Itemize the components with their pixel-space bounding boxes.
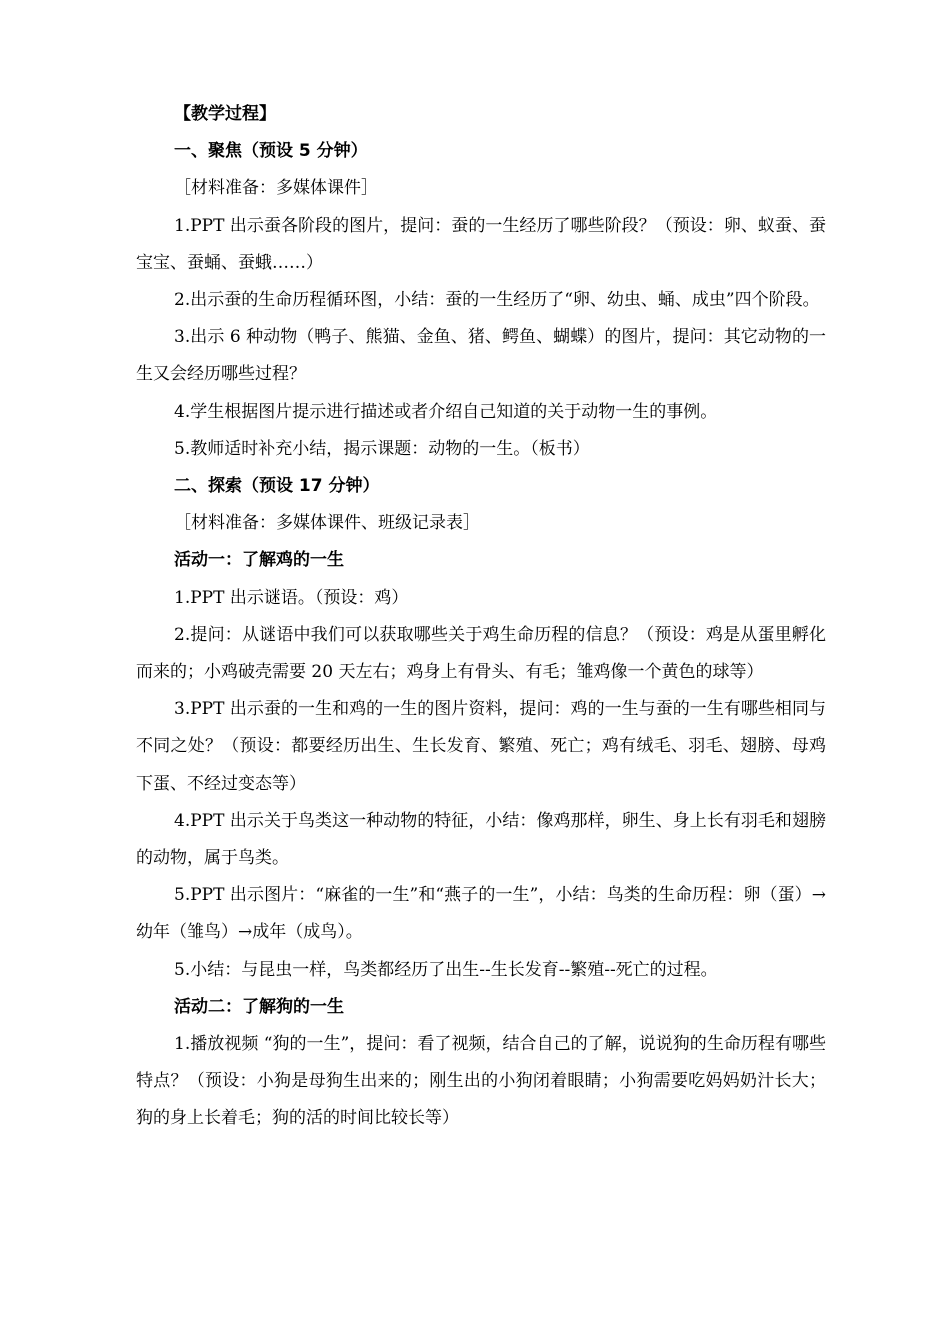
part1-item-3: 3.出示 6 种动物（鸭子、熊猫、金鱼、猪、鳄鱼、蝴蝶）的图片，提问：其它动物的一生又会经历哪些过程？ xyxy=(136,327,826,385)
part1-item-1: 1.PPT 出示蚕各阶段的图片，提问：蚕的一生经历了哪些阶段？（预设：卵、蚁蚕、蚕宝宝、蚕蛹、蚕蛾……） xyxy=(136,215,826,273)
activity1-item-4: 4.PPT 出示关于鸟类这一种动物的特征，小结：像鸡那样，卵生、身上长有羽毛和翅膀的动物，属于鸟类。 xyxy=(136,810,826,869)
activity1-item-6: 5.小结：与昆虫一样，鸟类都经历了出生--生长发育--繁殖--死亡的过程。 xyxy=(174,959,718,980)
activity1-item-3: 3.PPT 出示蚕的一生和鸡的一生的图片资料，提问：鸡的一生与蚕的一生有哪些相同与不同之处？（预设：都要经历出生、生长发育、繁殖、死亡；鸡有绒毛、羽毛、翅膀、母鸡下蛋、不经过变态等） xyxy=(136,699,826,794)
activity1-item-2: 2.提问：从谜语中我们可以获取哪些关于鸡生命历程的信息？（预设：鸡是从蛋里孵化而来的；小鸡破壳需要 20 天左右；鸡身上有骨头、有毛；雏鸡像一个黄色的球等） xyxy=(136,624,826,683)
part1-item-5: 5.教师适时补充小结，揭示课题：动物的一生。（板书） xyxy=(174,438,590,459)
activity2-title: 活动二：了解狗的一生 xyxy=(174,996,344,1017)
part1-item-4: 4.学生根据图片提示进行描述或者介绍自己知道的关于动物一生的事例。 xyxy=(174,401,718,422)
part1-item-2: 2.出示蚕的生命历程循环图，小结：蚕的一生经历了“卵、幼虫、蛹、成虫”四个阶段。 xyxy=(174,290,820,311)
activity2-item-1: 1.播放视频 “狗的一生”，提问：看了视频，结合自己的了解，说说狗的生命历程有哪些特点？（预设：小狗是母狗生出来的；刚生出的小狗闭着眼睛；小狗需要吃妈妈奶汁长大；狗的身上长着毛；狗的活的时间比较长等） xyxy=(136,1034,826,1129)
activity1-title: 活动一：了解鸡的一生 xyxy=(174,550,344,571)
part1-title: 一、聚焦（预设 5 分钟） xyxy=(174,141,368,162)
part2-material: ［材料准备：多媒体课件、班级记录表］ xyxy=(174,513,480,534)
activity1-item-1: 1.PPT 出示谜语。（预设：鸡） xyxy=(174,587,409,608)
section-heading: 【教学过程】 xyxy=(174,104,276,124)
part1-material: ［材料准备：多媒体课件］ xyxy=(174,178,378,199)
activity1-item-5: 5.PPT 出示图片：“麻雀的一生”和“燕子的一生”，小结：鸟类的生命历程：卵（蛋）→幼年（雏鸟）→成年（成鸟）。 xyxy=(136,885,826,943)
document-body xyxy=(136,96,826,1138)
part2-title: 二、探索（预设 17 分钟） xyxy=(174,476,380,497)
